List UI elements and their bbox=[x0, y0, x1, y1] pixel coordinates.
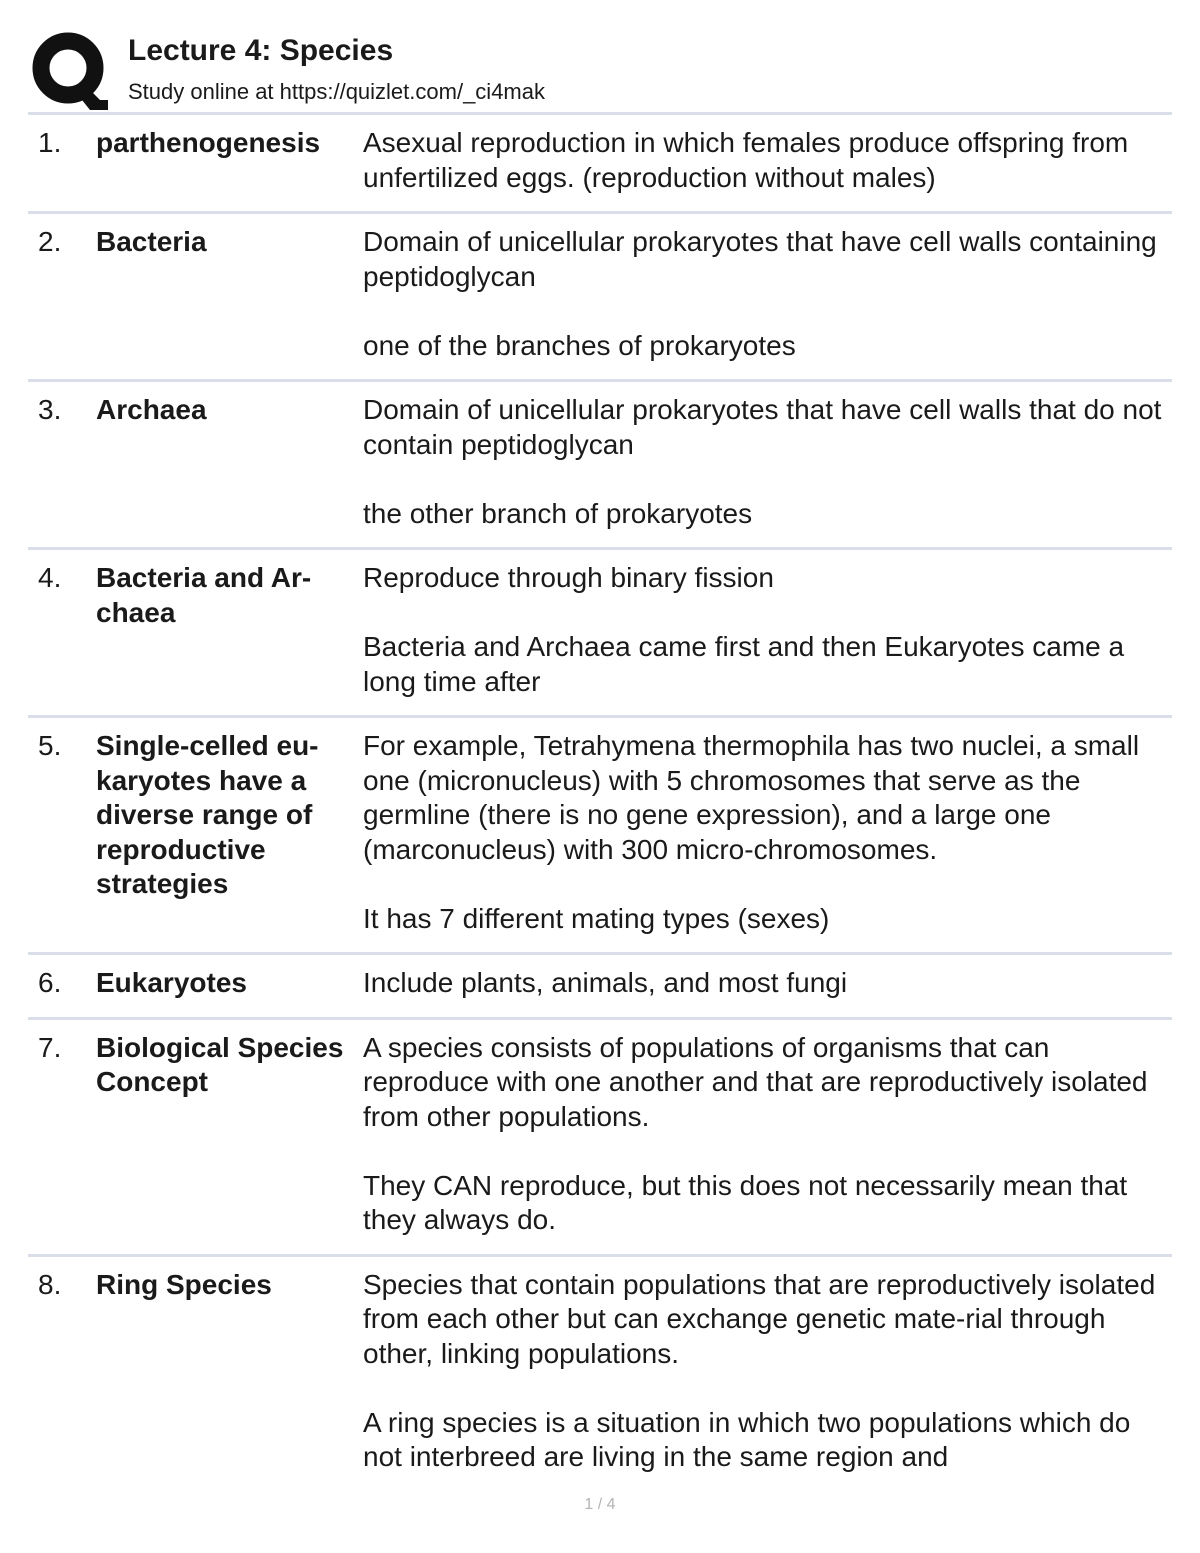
definition-paragraph: the other branch of prokaryotes bbox=[363, 497, 753, 529]
definition-paragraph: A ring species is a situation in which two populations which do not interbreed are living in the same region and bbox=[363, 1406, 1131, 1472]
term-definition bbox=[363, 561, 1163, 699]
term-row bbox=[28, 718, 1172, 955]
term-definition bbox=[363, 225, 1163, 363]
definition-paragraph: It has 7 different mating types (sexes) bbox=[363, 902, 830, 934]
definition-paragraph: They CAN reproduce, but this does not necessarily mean that they always do. bbox=[363, 1169, 1128, 1235]
definition-paragraph: Species that contain populations that are reproductively isolated from each other but can exchange genetic mate-rial through other, linking populations. bbox=[363, 1268, 1156, 1369]
term-definition bbox=[363, 126, 1163, 195]
definition-paragraph: Domain of unicellular prokaryotes that have cell walls containing peptidoglycan bbox=[363, 226, 1157, 292]
term-definition bbox=[363, 1031, 1163, 1238]
term-number: 4. bbox=[38, 562, 62, 593]
page-header bbox=[30, 28, 1172, 112]
definition-paragraph: one of the branches of prokaryotes bbox=[363, 329, 796, 361]
term-number: 2. bbox=[38, 226, 62, 257]
definition-paragraph: Bacteria and Archaea came first and then Eukaryotes came a long time after bbox=[363, 631, 1125, 697]
term-row bbox=[28, 382, 1172, 550]
term-number: 3. bbox=[38, 394, 62, 425]
term-number: 8. bbox=[38, 1268, 62, 1300]
term-row bbox=[28, 550, 1172, 718]
term-number: 6. bbox=[38, 967, 62, 998]
term-word: Bacteria bbox=[96, 226, 207, 257]
term-word: Single-celled eu-karyotes have a diverse range of reproductive strategies bbox=[96, 730, 319, 899]
term-definition bbox=[363, 729, 1163, 936]
page-number: 1 / 4 bbox=[584, 1496, 616, 1513]
term-row bbox=[28, 1257, 1172, 1491]
definition-paragraph: Domain of unicellular prokaryotes that have cell walls that do not contain peptidoglycan bbox=[363, 394, 1162, 460]
term-word: Ring Species bbox=[96, 1268, 272, 1300]
term-word: parthenogenesis bbox=[96, 127, 321, 158]
quizlet-q-logo-icon bbox=[30, 30, 110, 110]
term-row bbox=[28, 214, 1172, 382]
definition-paragraph: For example, Tetrahymena thermophila has two nuclei, a small one (micronucleus) with 5 chromosomes that serve as the germline (there is no gene expression), and a large one (marconucleus) with 300 micro-chromosomes. bbox=[363, 730, 1140, 865]
term-number: 7. bbox=[38, 1031, 62, 1063]
definition-paragraph: A species consists of populations of organisms that can reproduce with one another and that are reproductively isolated from other populations. bbox=[363, 1031, 1148, 1132]
term-definition bbox=[363, 393, 1163, 531]
term-row bbox=[28, 115, 1172, 214]
term-word: Archaea bbox=[96, 394, 207, 425]
term-row bbox=[28, 1020, 1172, 1257]
term-number: 1. bbox=[38, 127, 62, 158]
term-word: Eukaryotes bbox=[96, 967, 247, 998]
definition-paragraph: Include plants, animals, and most fungi bbox=[363, 967, 848, 998]
term-definition bbox=[363, 966, 1163, 1001]
term-word: Biological Species Concept bbox=[96, 1031, 344, 1097]
study-online-link[interactable]: Study online at https://quizlet.com/_ci4mak bbox=[128, 79, 545, 104]
page-title: Lecture 4: Species bbox=[128, 34, 394, 67]
definition-paragraph: Asexual reproduction in which females produce offspring from unfertilized eggs. (reproduction without males) bbox=[363, 127, 1129, 193]
definition-paragraph: Reproduce through binary fission bbox=[363, 562, 774, 593]
term-definition bbox=[363, 1268, 1163, 1475]
term-number: 5. bbox=[38, 730, 62, 761]
term-word: Bacteria and Ar-chaea bbox=[96, 562, 312, 628]
term-list bbox=[28, 115, 1172, 1491]
term-row bbox=[28, 955, 1172, 1020]
